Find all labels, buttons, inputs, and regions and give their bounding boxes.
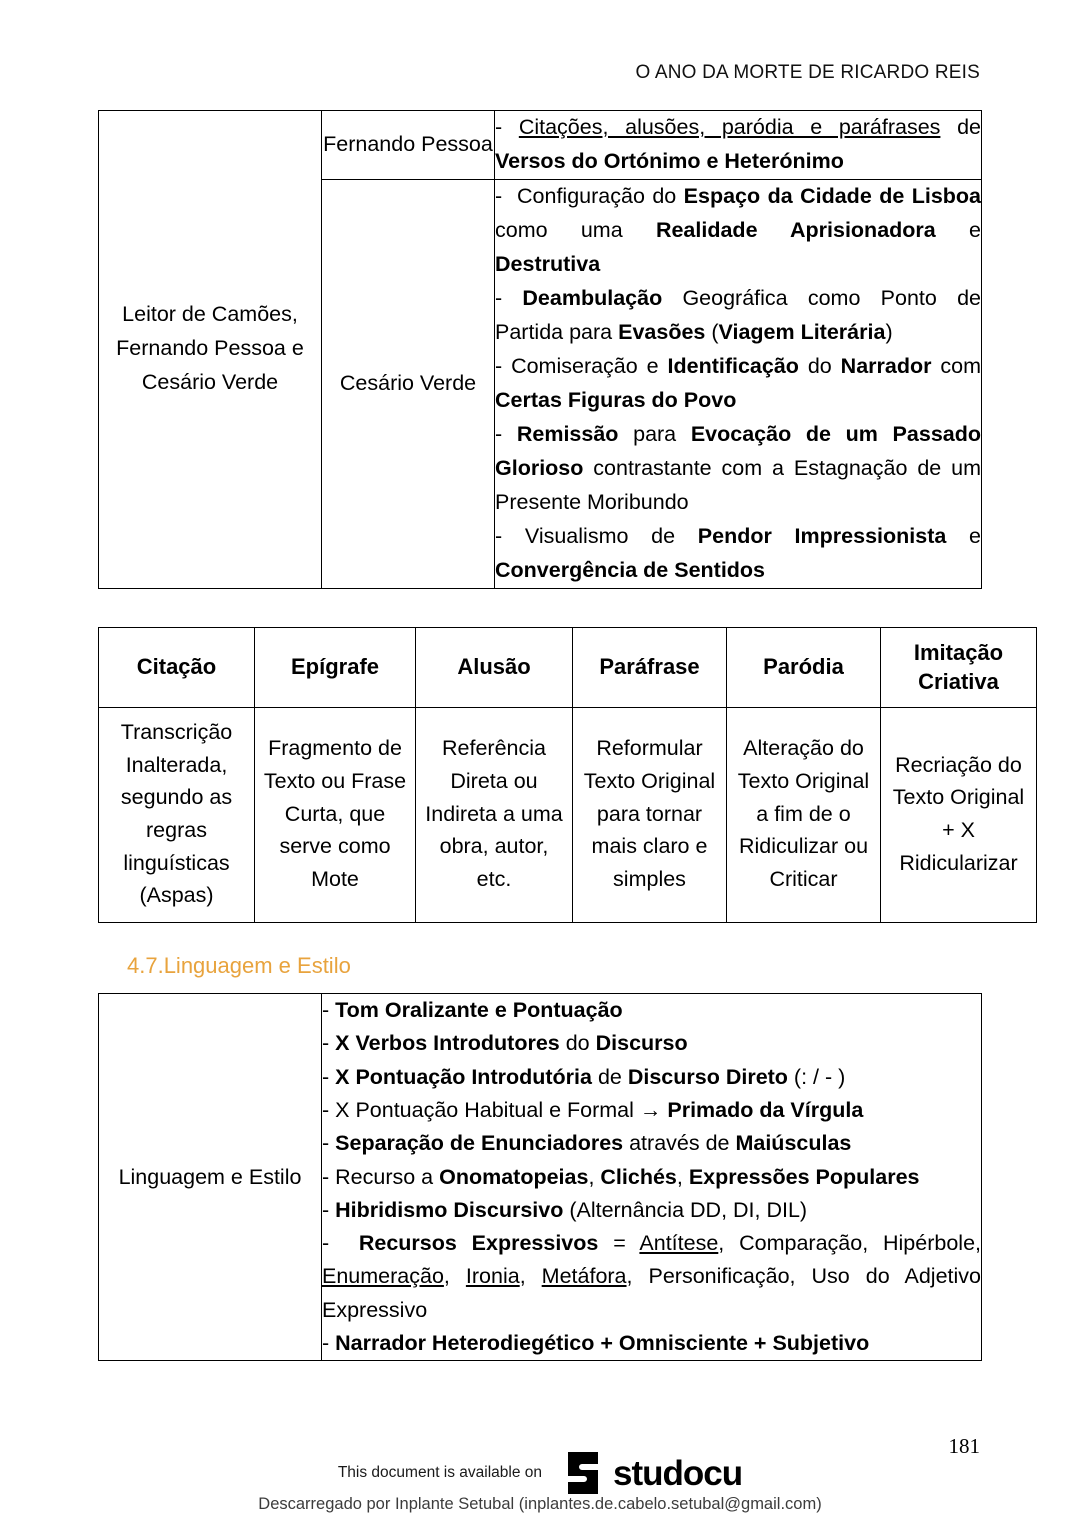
cell-epigrafe-value: Fragmento de Texto ou Frase Curta, que serve como Mote [255, 707, 416, 922]
cell-parodia-value: Alteração do Texto Original a fim de o Ridiculizar ou Criticar [727, 707, 881, 922]
table-row [99, 993, 982, 1360]
cell-parafrase-value: Reformular Texto Original para tornar mais claro e simples [573, 707, 727, 922]
cell-detail-cesario-verde [495, 179, 982, 588]
studocu-wordmark: studocu [613, 1453, 743, 1493]
detail-bullet: - Visualismo de Pendor Impressionista e Convergência de Sentidos [495, 523, 981, 582]
style-bullet: - Tom Oralizante e Pontuação [322, 997, 623, 1022]
style-bullet: - X Pontuação Habitual e Formal → Primado da Vírgula [322, 1097, 864, 1122]
section-heading-linguagem-e-estilo: 4.7.Linguagem e Estilo [127, 952, 351, 978]
cell-author-fernando-pessoa: Fernando Pessoa [322, 111, 495, 180]
download-attribution-line: Descarregado por Inplante Setubal (inplantes.de.cabelo.setubal@gmail.com) [258, 1495, 822, 1513]
running-header: O ANO DA MORTE DE RICARDO REIS [635, 62, 980, 83]
studocu-brand [564, 1452, 742, 1494]
header-imitacao-criativa: Imitação Criativa [881, 627, 1037, 707]
detail-bullet: - Citações, alusões, paródia e paráfrases de Versos do Ortónimo e Heterónimo [495, 115, 981, 173]
detail-bullet: - Deambulação Geográfica como Ponto de Partida para Evasões (Viagem Literária) [495, 285, 981, 344]
table-row [99, 111, 982, 180]
detail-bullet: - Remissão para Evocação de um Passado Glorioso contrastante com a Estagnação de um Presente Moribundo [495, 421, 981, 514]
table-row [99, 707, 1037, 922]
watermark-available-text: This document is available on [337, 1464, 543, 1481]
table-intertextuality-figures [98, 627, 1037, 923]
cell-citacao-value: Transcrição Inalterada, segundo as regras linguísticas (Aspas) [99, 707, 255, 922]
style-bullet: - Narrador Heterodiegético + Omnisciente + Subjetivo [322, 1331, 870, 1356]
header-citacao: Citação [99, 627, 255, 707]
page-number: 181 [948, 1434, 980, 1458]
cell-imitacao-value: Recriação do Texto Original + X Ridicularizar [881, 707, 1037, 922]
detail-bullet: - Comiseração e Identificação do Narrador com Certas Figuras do Povo [495, 353, 982, 412]
style-bullet: - Recurso a Onomatopeias, Clichés, Expressões Populares [322, 1164, 920, 1189]
table-header-row [99, 627, 1037, 707]
header-alusao: Alusão [416, 627, 573, 707]
studocu-watermark [0, 1452, 1080, 1494]
header-epigrafe: Epígrafe [255, 627, 416, 707]
cell-theme-label: Leitor de Camões, Fernando Pessoa e Cesário Verde [99, 111, 322, 589]
cell-style-label: Linguagem e Estilo [99, 993, 322, 1360]
studocu-logo-icon [564, 1452, 602, 1494]
header-parodia: Paródia [727, 627, 881, 707]
cell-author-cesario-verde: Cesário Verde [322, 179, 495, 588]
table-linguagem-e-estilo [98, 993, 982, 1361]
cell-style-body [322, 993, 982, 1360]
style-bullet: - X Pontuação Introdutória de Discurso Direto (: / - ) [322, 1064, 846, 1089]
cell-detail-fernando-pessoa [495, 111, 982, 180]
style-bullet: - X Verbos Introdutores do Discurso [322, 1031, 688, 1056]
table-authors [98, 110, 982, 589]
detail-bullet: - Configuração do Espaço da Cidade de Lisboa como uma Realidade Aprisionadora e Destrutiva [495, 183, 981, 276]
header-parafrase: Paráfrase [573, 627, 727, 707]
style-bullet: - Hibridismo Discursivo (Alternância DD, DI, DIL) [322, 1197, 808, 1222]
style-bullet: - Separação de Enunciadores através de Maiúsculas [322, 1131, 852, 1156]
cell-alusao-value: Referência Direta ou Indireta a uma obra, autor, etc. [416, 707, 573, 922]
style-bullet: - Recursos Expressivos = Antítese, Comparação, Hipérbole, Enumeração, Ironia, Metáfora, Personificação, Uso do Adjetivo Expressivo [322, 1231, 982, 1322]
